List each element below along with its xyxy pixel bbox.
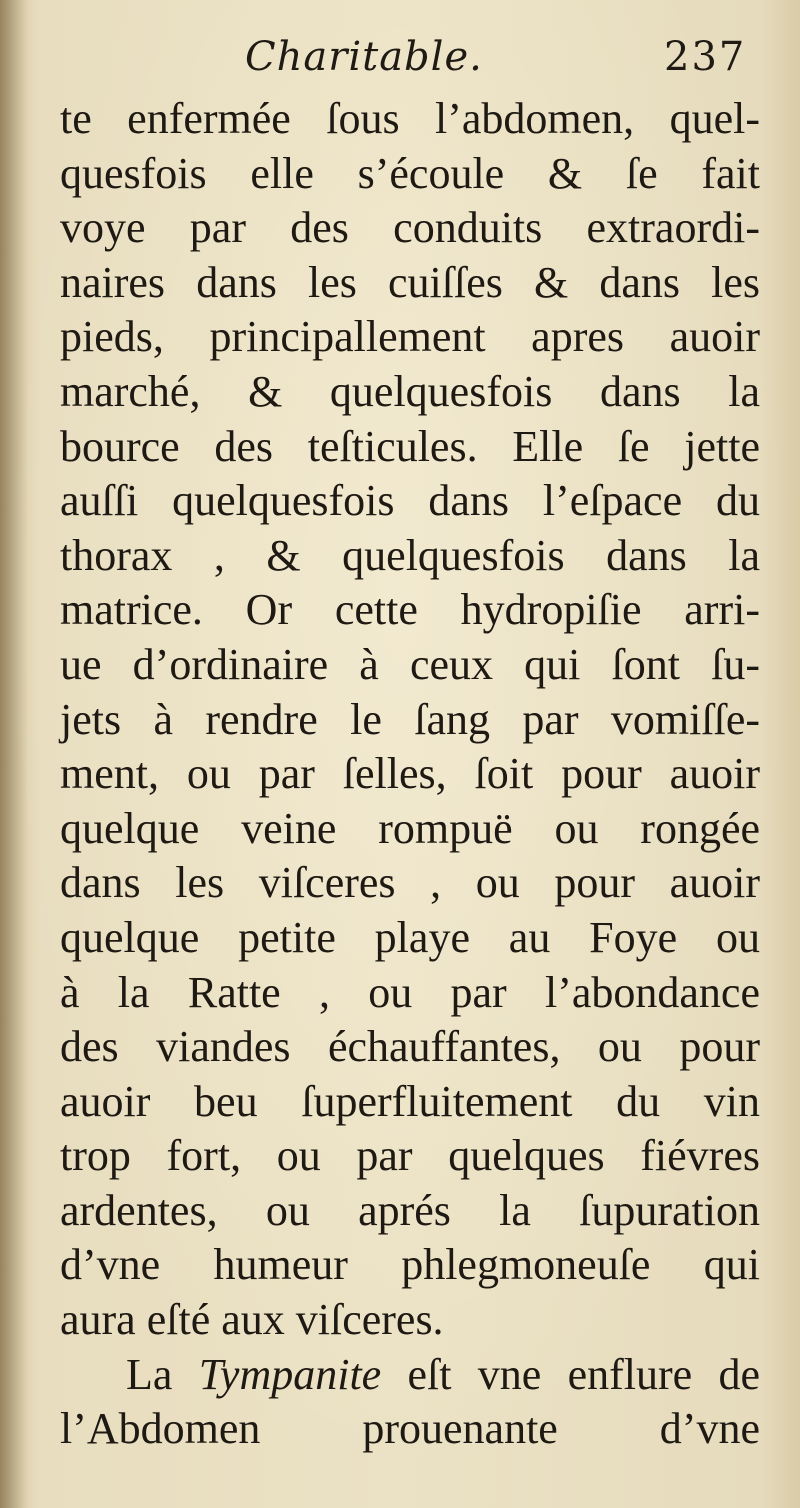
- text-line: pieds, principallement apres auoir: [60, 312, 760, 362]
- text-line: d’vne humeur phlegmoneuſe qui: [60, 1240, 760, 1290]
- text-line: thorax , & quelquesfois dans la: [60, 530, 760, 580]
- text-line: marché, & quelquesfois dans la: [60, 366, 760, 416]
- text-line: à la Ratte , ou par l’abondance: [60, 967, 760, 1017]
- text-line: ardentes, ou aprés la ſupuration: [60, 1185, 760, 1235]
- text-line: voye par des conduits extraordi-: [60, 203, 760, 253]
- line-start: La: [126, 1349, 199, 1399]
- text-line: bource des teſticules. Elle ſe jette: [60, 421, 760, 471]
- running-title: Charitable.: [245, 34, 483, 80]
- text-line: quelque veine rompuë ou rongée: [60, 803, 760, 853]
- italic-term: Tympanite: [198, 1349, 382, 1399]
- text-line: quesfois elle s’écoule & ſe fait: [60, 148, 760, 198]
- text-line: te enfermée ſous l’abdomen, quel-: [60, 94, 760, 143]
- running-head: [0, 34, 800, 94]
- text-line: auſſi quelquesfois dans l’eſpace du: [60, 476, 760, 526]
- text-line: ment, ou par ſelles, ſoit pour auoir: [60, 749, 760, 799]
- text-line: auoir beu ſuperfluitement du vin: [60, 1076, 760, 1126]
- text-line: jets à rendre le ſang par vomiſſe-: [60, 694, 760, 744]
- text-line: quelque petite playe au Foye ou: [60, 912, 760, 962]
- text-line: naires dans les cuiſſes & dans les: [60, 257, 760, 307]
- text-line: aura eſté aux viſceres.: [60, 1295, 444, 1345]
- body-text: [60, 92, 760, 1457]
- text-line: des viandes échauffantes, ou pour: [60, 1022, 760, 1072]
- binding-shadow: [0, 0, 28, 1508]
- paragraph-start-line: [60, 1348, 760, 1403]
- text-line: matrice. Or cette hydropiſie arri-: [60, 585, 760, 635]
- page-number: 237: [664, 34, 747, 80]
- text-line: ue d’ordinaire à ceux qui ſont ſu-: [60, 639, 760, 689]
- text-line: dans les viſceres , ou pour auoir: [60, 858, 760, 908]
- text-line: l’Abdomen prouenante d’vne: [60, 1404, 760, 1454]
- text-line: trop fort, ou par quelques fiévres: [60, 1131, 760, 1181]
- line-end: eſt vne enflure de: [381, 1349, 761, 1399]
